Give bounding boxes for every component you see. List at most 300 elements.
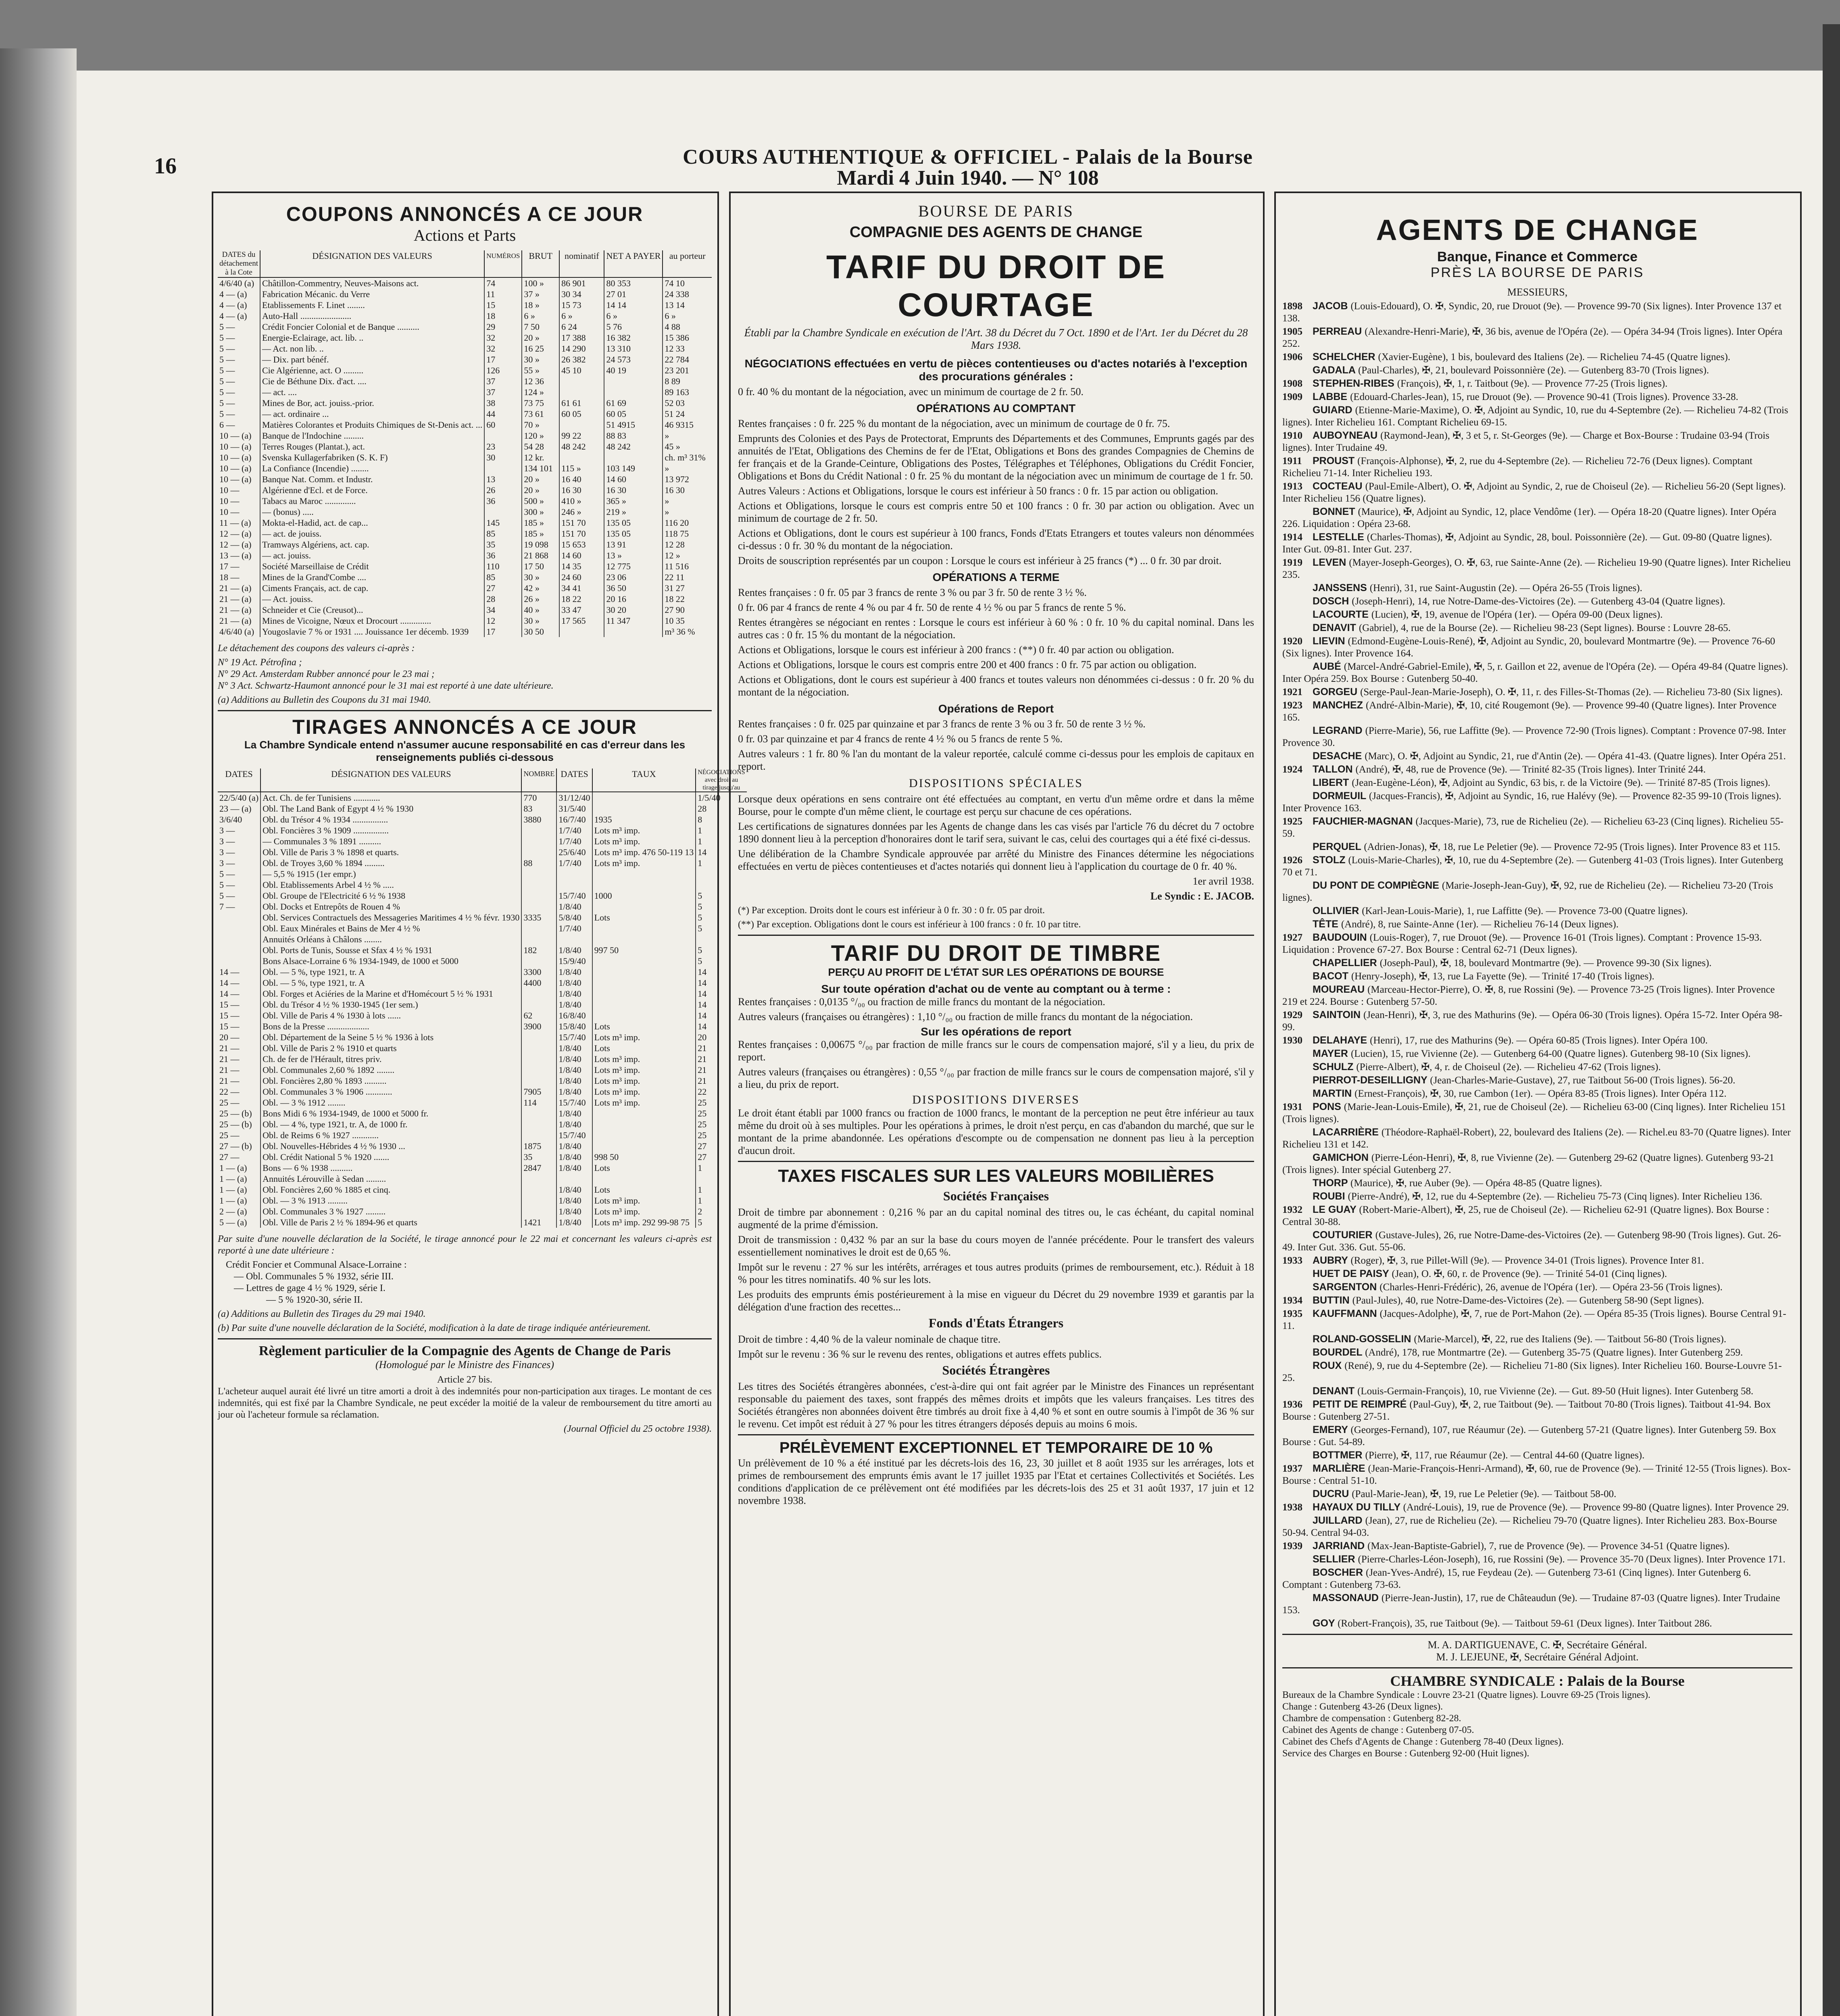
- agent-details: (Etienne-Marie-Maxime), O. ✠, Adjoint au Syndic, 10, rue du 4-Septembre (2e). — Richelieu 74-82 (Trois lignes). Inter Richelieu 161. Comptant Richelieu 69-15.: [1282, 405, 1788, 428]
- table-cell: [521, 934, 556, 945]
- agent-details: (Paul-Marie-Jean), ✠, 19, rue Le Peletier (9e). — Taitbout 58-00.: [1352, 1489, 1617, 1500]
- table-cell: 24 338: [665, 289, 689, 299]
- coupon-row: [218, 463, 712, 474]
- agent-entry: [1282, 1190, 1792, 1203]
- coupons-subtitle: Actions et Parts: [413, 226, 516, 244]
- coupon-row: [218, 517, 712, 528]
- table-cell: [521, 1173, 556, 1184]
- table-cell: 42 »: [522, 583, 559, 594]
- table-cell: 25: [698, 1108, 707, 1118]
- table-cell: 1: [698, 1195, 702, 1206]
- table-cell: 11 — (a): [218, 517, 260, 528]
- tirage-row: [218, 988, 747, 999]
- table-cell: 30 50: [522, 626, 559, 637]
- agent-details: (Marie-Marcel), ✠, 22, rue des Italiens (9e). — Taitbout 56-80 (Trois lignes).: [1414, 1334, 1726, 1345]
- agent-year: 1938: [1282, 1502, 1302, 1513]
- agent-details: (Raymond-Jean), ✠, 3 et 5, r. St-Georges (9e). — Charge et Box-Bourse : Trudaine 03-94 (Trois lignes). Inter Trudaine 49.: [1282, 430, 1769, 453]
- table-cell: 7905: [521, 1086, 556, 1097]
- agent-year: 1913: [1282, 481, 1302, 492]
- table-cell: 73 61: [522, 408, 559, 419]
- table-cell: — act. ....: [260, 387, 484, 398]
- timbre-disp-heading: DISPOSITIONS DIVERSES: [912, 1093, 1080, 1106]
- table-cell: 4/6/40 (a): [218, 277, 260, 289]
- agent-name: EMERY: [1313, 1424, 1351, 1435]
- table-cell: [592, 868, 696, 879]
- exception-note: (**) Par exception. Obligations dont le cours est inférieur à 100 francs : 0 fr. 10 par titre.: [738, 919, 1081, 930]
- timbre-sec1-heading: Sur toute opération d'achat ou de vente au comptant ou à terme :: [821, 983, 1171, 995]
- table-cell: 23 201: [665, 365, 689, 375]
- table-cell: 5 —: [218, 879, 260, 890]
- table-cell: 22 11: [665, 572, 685, 582]
- agent-details: (Maurice), ✠, rue Auber (9e). — Opéra 48-85 (Quatre lignes).: [1350, 1178, 1602, 1189]
- table-cell: [559, 452, 604, 463]
- table-cell: 6 »: [665, 311, 676, 321]
- agent-details: (Louis-Marie-Charles), ✠, 10, rue du 4-Septembre (2e). — Gutenberg 41-03 (Trois lignes). Inter Gutenberg 70 et 71.: [1282, 855, 1784, 878]
- agent-entry: [1282, 970, 1792, 983]
- table-cell: 30: [484, 452, 522, 463]
- table-cell: 14: [698, 1010, 707, 1020]
- agent-name: PIERROT-DESEILLIGNY: [1313, 1075, 1430, 1086]
- coupons-col-dates: DATES du détachement à la Cote: [218, 250, 260, 277]
- tirages-col-nombre: NOMBRE: [521, 768, 556, 792]
- prelevement-text: Un prélèvement de 10 % a été institué par les décrets-lois des 16, 23, 30 juillet et 8 août 1935 sur les arrérages, lots et primes de remboursement des emprunts émis avant le 17 juillet 1935 par l'Etat et certaines Collectivités et Sociétés. Les conditions d'application de ce prélèvement ont été modifiées par les décrets-lois des 25 et 31 août 1937, 17 juin et 12 novembre 1938.: [738, 1457, 1254, 1506]
- agent-name: LACOURTE: [1313, 609, 1371, 620]
- coupon-row: [218, 277, 712, 289]
- agent-entry: [1282, 531, 1792, 556]
- table-cell: [604, 626, 663, 637]
- timbre-title: TARIF DU DROIT DE TIMBRE: [831, 940, 1161, 966]
- agent-details: (Gustave-Jules), 26, rue Notre-Dame-des-Victoires (2e). — Gutenberg 98-90 (Trois lignes). Gut. 26-49. Inter Gut. 336. Gut. 55-06.: [1282, 1230, 1782, 1253]
- agent-details: (Jacques-Francis), ✠, Adjoint au Syndic, 16, rue Halévy (9e). — Provence 82-35 99-10 (Trois lignes). Inter Provence 163.: [1282, 791, 1782, 814]
- table-cell: [218, 934, 260, 945]
- agent-details: (Paul-Charles), ✠, 21, boulevard Poissonnière (2e). — Gutenberg 83-70 (Trois lignes).: [1358, 365, 1709, 376]
- reglement-article: Article 27 bis.: [437, 1375, 492, 1385]
- table-cell: 17: [484, 626, 522, 637]
- table-cell: [521, 956, 556, 966]
- table-cell: 3880: [521, 814, 556, 825]
- table-cell: m³ 36 %: [665, 627, 695, 637]
- agent-entry: [1282, 1449, 1792, 1462]
- table-cell: Bons de la Presse ...................: [260, 1021, 521, 1032]
- table-cell: 5: [698, 945, 702, 955]
- agent-entry: [1282, 1034, 1792, 1047]
- table-cell: — Act. jouiss.: [260, 594, 484, 604]
- table-cell: 21 — (a): [218, 615, 260, 626]
- table-cell: [592, 966, 696, 977]
- agent-year: 1936: [1282, 1399, 1302, 1410]
- tirage-row: [218, 1032, 747, 1043]
- agent-year: 1920: [1282, 636, 1302, 647]
- coupon-row: [218, 626, 712, 637]
- table-cell: 17 —: [218, 561, 260, 572]
- table-cell: [521, 1032, 556, 1043]
- agent-entry: [1282, 1540, 1792, 1552]
- table-cell: Châtillon-Commentry, Neuves-Maisons act.: [260, 277, 484, 289]
- tirage-row: [218, 1152, 747, 1162]
- table-cell: 21: [698, 1043, 707, 1053]
- table-cell: 12: [484, 615, 522, 626]
- tirages-col-designation: DÉSIGNATION DES VALEURS: [260, 768, 521, 792]
- table-cell: 6 —: [218, 419, 260, 430]
- table-cell: 14 —: [218, 988, 260, 999]
- agent-entry: [1282, 556, 1792, 581]
- coupon-row: [218, 496, 712, 506]
- table-cell: Lots m³ imp.: [592, 1054, 696, 1064]
- table-cell: 28: [484, 594, 522, 604]
- table-cell: 16 382: [604, 332, 663, 343]
- taxes-fr-text: Les produits des emprunts émis postérieurement à la mise en vigueur du Décret du 29 novembre 1939 et garantis par la délégation d'une fraction des recettes...: [738, 1289, 1254, 1313]
- table-cell: 15/8/40: [556, 1021, 592, 1032]
- table-cell: [592, 1141, 696, 1152]
- table-cell: 5 —: [218, 321, 260, 332]
- agent-details: (Georges-Fernand), 107, rue Réaumur (2e). — Gutenberg 57-21 (Quatre lignes). Inter Gutenberg 59. Box Bourse : Gut. 54-89.: [1282, 1425, 1776, 1447]
- table-cell: 1/7/40: [556, 858, 592, 868]
- table-cell: Obl. Ville de Paris 3 % 1898 et quarts.: [260, 847, 521, 858]
- taxes-title: TAXES FISCALES SUR LES VALEURS MOBILIÈRES: [778, 1166, 1214, 1186]
- table-cell: 11 516: [665, 561, 689, 571]
- agent-name: ROUX: [1313, 1360, 1345, 1371]
- table-cell: 770: [521, 792, 556, 803]
- divider: [1282, 1634, 1792, 1635]
- agent-name: GADALA: [1313, 364, 1358, 376]
- table-cell: Bons — 6 % 1938 ..........: [260, 1162, 521, 1173]
- agent-details: (Karl-Jean-Louis-Marie), 1, rue Laffitte (9e). — Provence 73-00 (Quatre lignes).: [1362, 906, 1688, 916]
- coupons-col-numeros: NUMÉROS: [484, 250, 522, 277]
- table-cell: 1/8/40: [556, 1108, 592, 1119]
- agent-details: (Pierre-Charles-Léon-Joseph), 16, rue Rossini (9e). — Provence 35-70 (Deux lignes). Inter Provence 171.: [1358, 1554, 1786, 1565]
- table-cell: 86 901: [559, 277, 604, 289]
- coupons-note: N° 3 Act. Schwartz-Haumont annoncé pour le 31 mai est reporté à une date ultérieure.: [218, 681, 554, 691]
- coupon-row: [218, 300, 712, 310]
- table-cell: 219 »: [604, 506, 663, 517]
- table-cell: 10 — (a): [218, 430, 260, 441]
- table-cell: [521, 868, 556, 879]
- table-cell: 5 —: [218, 398, 260, 408]
- table-cell: [521, 890, 556, 901]
- table-cell: 88 83: [604, 430, 663, 441]
- table-cell: 1/8/40: [556, 966, 592, 977]
- table-cell: [604, 452, 663, 463]
- agent-details: (Pierre-Marie), 56, rue Laffitte (9e). — Provence 72-90 (Trois lignes). Comptant : Provence 07-98. Inter Provence 30.: [1282, 725, 1786, 748]
- table-cell: [556, 868, 592, 879]
- fonds-text: Droit de timbre : 4,40 % de la valeur nominale de chaque titre.: [738, 1333, 1001, 1345]
- table-cell: 36 50: [604, 583, 663, 594]
- table-cell: Obl. Services Contractuels des Messageries Maritimes 4 ½ % févr. 1930: [260, 912, 521, 923]
- agent-entry: [1282, 1061, 1792, 1073]
- table-cell: 27 —: [218, 1152, 260, 1162]
- table-cell: 21 — (a): [218, 594, 260, 604]
- tirage-row: [218, 825, 747, 836]
- table-cell: 15 —: [218, 1021, 260, 1032]
- agent-entry: [1282, 1514, 1792, 1539]
- table-cell: »: [665, 507, 669, 517]
- table-cell: 21: [698, 1054, 707, 1064]
- table-cell: 2847: [521, 1162, 556, 1173]
- table-cell: 1/8/40: [556, 1075, 592, 1086]
- agent-entry: [1282, 1204, 1792, 1228]
- table-cell: 3900: [521, 1021, 556, 1032]
- table-cell: 998 50: [592, 1152, 696, 1162]
- agent-entry: [1282, 1398, 1792, 1423]
- table-cell: 15/7/40: [556, 1032, 592, 1043]
- table-cell: [521, 1043, 556, 1054]
- table-cell: [592, 1119, 696, 1130]
- table-cell: [484, 463, 522, 474]
- table-cell: — act. jouiss.: [260, 550, 484, 561]
- table-cell: 21 — (a): [218, 604, 260, 615]
- table-cell: 16/8/40: [556, 1010, 592, 1021]
- table-cell: 17 565: [559, 615, 604, 626]
- table-cell: 10 — (a): [218, 452, 260, 463]
- table-cell: — act. de jouiss.: [260, 528, 484, 539]
- agent-details: (Jacques-Adolphe), ✠, 7, rue de Port-Mahon (2e). — Opéra 85-35 (Trois lignes). Bourse Central 91-11.: [1282, 1308, 1786, 1331]
- agent-details: (Edmond-Eugène-Louis-René), ✠, Adjoint au Syndic, 20, boulevard Montmartre (9e). — Provence 76-60 (Six lignes). Inter Provence 164.: [1282, 636, 1775, 659]
- table-cell: Obl. Département de la Seine 5 ½ % 1936 à lots: [260, 1032, 521, 1043]
- table-cell: 10 — (a): [218, 441, 260, 452]
- prelevement-title: PRÉLÈVEMENT EXCEPTIONNEL ET TEMPORAIRE DE 10 %: [779, 1439, 1213, 1456]
- comptant-text: Rentes françaises : 0 fr. 225 % du montant de la négociation, avec un minimum de courtage de 0 fr. 75.: [738, 418, 1170, 429]
- coupon-row: [218, 441, 712, 452]
- agent-details: (Henri), 17, rue des Mathurins (9e). — Opéra 60-85 (Trois lignes). Inter Opéra 100.: [1370, 1035, 1708, 1046]
- table-cell: 32: [484, 332, 522, 343]
- table-cell: Schneider et Cie (Creusot)...: [260, 604, 484, 615]
- table-cell: — Communales 3 % 1891 ..........: [260, 836, 521, 847]
- table-cell: Obl. Groupe de l'Electricité 6 ½ % 1938: [260, 890, 521, 901]
- chambre-title: CHAMBRE SYNDICALE : Palais de la Bourse: [1390, 1673, 1685, 1689]
- table-cell: 5 — (a): [218, 1217, 260, 1228]
- coupon-row: [218, 474, 712, 485]
- agent-details: (Théodore-Raphaël-Robert), 22, boulevard des Italiens (2e). — Richel.eu 83-70 (Quatre lignes). Inter Richelieu 131 et 142.: [1282, 1127, 1791, 1150]
- table-cell: 20 »: [522, 485, 559, 496]
- table-cell: 45 10: [559, 365, 604, 376]
- divider: [738, 1434, 1254, 1435]
- table-cell: 18 »: [522, 300, 559, 310]
- table-cell: 1/8/40: [556, 1086, 592, 1097]
- agent-details: (Charles-Thomas), ✠, Adjoint au Syndic, 28, boul. Poissonnière (2e). — Gut. 09-80 (Quatre lignes). Inter Gut. 09-81. Inter Gut. 237.: [1282, 532, 1772, 555]
- table-cell: 5: [698, 1217, 702, 1227]
- table-cell: 27: [698, 1152, 707, 1162]
- table-cell: 19 098: [522, 539, 559, 550]
- table-cell: 13: [484, 474, 522, 485]
- coupon-row: [218, 289, 712, 300]
- agent-name: SELLIER: [1313, 1554, 1358, 1565]
- table-cell: 6 »: [604, 310, 663, 321]
- agent-name: PONS: [1313, 1101, 1344, 1112]
- report-text: 0 fr. 03 par quinzaine et par 4 francs de rente 4 ½ % ou 5 francs de rente 5 %.: [738, 733, 1063, 745]
- agent-details: (Robert-François), 35, rue Taitbout (9e). — Taitbout 59-61 (Deux lignes). Inter Taitbout 286.: [1338, 1618, 1712, 1629]
- table-cell: 12 775: [604, 561, 663, 572]
- table-cell: 135 05: [604, 517, 663, 528]
- table-cell: [521, 988, 556, 999]
- table-cell: 40 19: [604, 365, 663, 376]
- table-cell: Annuités Orléans à Châlons ........: [260, 934, 521, 945]
- table-cell: 61 61: [559, 398, 604, 408]
- tirage-row: [218, 1097, 747, 1108]
- agent-name: AUBRY: [1313, 1255, 1351, 1266]
- left-column: [218, 198, 745, 2016]
- agent-details: (André), 178, rue Montmartre (2e). — Gutenberg 35-75 (Quatre lignes). Inter Gutenberg 259.: [1365, 1347, 1743, 1358]
- agent-details: (Pierre-André), ✠, 12, rue du 4-Septembre (2e). — Richelieu 75-73 (Cinq lignes). Inter Richelieu 136.: [1348, 1191, 1763, 1202]
- tirage-row: [218, 901, 747, 912]
- table-cell: 1: [698, 1163, 702, 1173]
- taxes-fr-text: Impôt sur le revenu : 27 % sur les intérêts, arrérages et tous autres produits (primes de remboursement, etc.). Réduit à 18 % pour les titres nominatifs. 40 % sur les lots.: [738, 1261, 1254, 1285]
- coupon-row: [218, 398, 712, 408]
- agent-name: AUBOYNEAU: [1313, 430, 1381, 441]
- coupons-note: Le détachement des coupons des valeurs ci-après :: [218, 643, 415, 654]
- table-cell: Bons Alsace-Lorraine 6 % 1934-1949, de 1000 et 5000: [260, 956, 521, 966]
- table-cell: 500 »: [522, 496, 559, 506]
- table-cell: Mokta-el-Hadid, act. de cap...: [260, 517, 484, 528]
- timbre-disp-text: Le droit étant établi par 1000 francs ou fraction de 1000 francs, le montant de la perception ne peut être inférieur au taux même du droit où à ses multiples. Pour les opérations à primes, le droit n'est perçu, en cas d'abandon du marché, que sur le montant de la prime abandonnée. Les opérations d'escompte ou de compensation ne donnent pas lieu à la perception d'aucun droit.: [738, 1107, 1254, 1156]
- table-cell: Obl. The Land Bank of Egypt 4 ½ % 1930: [260, 803, 521, 814]
- table-cell: 12 36: [522, 376, 559, 387]
- agent-details: (Louis-Germain-François), 10, rue Vivienne (2e). — Gut. 89-50 (Huit lignes). Inter Gutenberg 58.: [1357, 1386, 1754, 1397]
- table-cell: Mines de Vicoigne, Nœux et Drocourt ..............: [260, 615, 484, 626]
- table-cell: 13 — (a): [218, 550, 260, 561]
- table-cell: Obl. — 4 %, type 1921, tr. A, de 1000 fr.: [260, 1119, 521, 1130]
- agents-subtitle: Banque, Finance et Commerce: [1437, 249, 1638, 264]
- negociations-heading: NÉGOCIATIONS effectuées en vertu de pièces contentieuses ou d'actes notariés à l'exception des procurations générales :: [744, 357, 1248, 383]
- coupons-col-designation: DÉSIGNATION DES VALEURS: [260, 250, 484, 277]
- table-cell: [521, 923, 556, 934]
- table-cell: 6 »: [522, 310, 559, 321]
- table-cell: 997 50: [592, 945, 696, 956]
- table-cell: Obl. Foncières 2,60 % 1885 et cinq.: [260, 1184, 521, 1195]
- table-cell: 24 573: [604, 354, 663, 365]
- agent-details: (Jean-Eugène-Léon), ✠, Adjoint au Syndic, 63 bis, r. de la Victoire (9e). — Trinité 87-85 (Trois lignes).: [1352, 777, 1771, 788]
- agent-entry: [1282, 364, 1792, 377]
- agent-year: 1930: [1282, 1035, 1302, 1046]
- tirages-title: TIRAGES ANNONCÉS A CE JOUR: [292, 716, 637, 738]
- table-cell: 1/5/40: [698, 793, 721, 803]
- table-cell: 3 —: [218, 858, 260, 868]
- terme-text: Rentes étrangères se négociant en rentes : Lorsque le cours est inférieur à 60 % : 0 fr. 10 % du capital nominal. Dans les autres cas : 0 fr. 15 % du montant de la négociation.: [738, 616, 1254, 641]
- table-cell: 14 —: [218, 966, 260, 977]
- table-cell: [556, 879, 592, 890]
- table-cell: 124 »: [522, 387, 559, 398]
- table-cell: Yougoslavie 7 % or 1931 .... Jouissance 1er décemb. 1939: [260, 626, 484, 637]
- coupon-row: [218, 583, 712, 594]
- table-cell: 1/8/40: [556, 1054, 592, 1064]
- table-cell: 27: [698, 1141, 707, 1151]
- tirages-rows: [218, 792, 747, 1228]
- coupon-row: [218, 572, 712, 583]
- agent-name: ROUBI: [1313, 1191, 1348, 1202]
- table-cell: 15/7/40: [556, 1130, 592, 1141]
- tirage-row: [218, 868, 747, 879]
- table-cell: 70 »: [522, 419, 559, 430]
- tirage-row: [218, 966, 747, 977]
- agent-name: MARLIÈRE: [1313, 1463, 1368, 1474]
- table-cell: Obl. de Reims 6 % 1927 ............: [260, 1130, 521, 1141]
- coupons-col-porteur: au porteur: [663, 250, 712, 277]
- agent-name: BUTTIN: [1313, 1295, 1352, 1306]
- tirage-row: [218, 1021, 747, 1032]
- agent-details: (Marc), O. ✠, Adjoint au Syndic, 21, rue d'Antin (2e). — Opéra 41-43. (Quatre lignes). Inter Opéra 251.: [1365, 751, 1786, 762]
- table-cell: Lots m³ imp.: [592, 1195, 696, 1206]
- agent-name: MARTIN: [1313, 1088, 1355, 1099]
- agent-details: (Xavier-Eugène), 1 bis, boulevard des Italiens (2e). — Richelieu 74-45 (Quatre lignes).: [1378, 352, 1731, 362]
- table-cell: 80 353: [604, 277, 663, 289]
- table-cell: 5/8/40: [556, 912, 592, 923]
- dispositions-date: 1er avril 1938.: [1192, 875, 1254, 887]
- table-cell: 33 47: [559, 604, 604, 615]
- table-cell: Lots m³ imp.: [592, 858, 696, 868]
- etrangeres-text: Les titres des Sociétés étrangères abonnées, c'est-à-dire qui ont fait agréer par le Ministre des Finances un représentant responsable du paiement des taxes, sont frappés des mêmes droits et impôts que les valeurs françaises. Les titres des Sociétés étrangères non abonnées doivent être timbrés au droit fixe à 4,40 % et sont en outre soumis à l'impôt de 36 % sur le revenu. Cet impôt est réduit à 27 % pour les titres étrangers déposés depuis au moins 6 mois.: [738, 1381, 1254, 1430]
- table-cell: [592, 999, 696, 1010]
- agent-year: 1905: [1282, 326, 1302, 337]
- table-cell: 34 41: [559, 583, 604, 594]
- table-cell: 21: [698, 1076, 707, 1086]
- tirage-row: [218, 858, 747, 868]
- agent-entry: [1282, 1048, 1792, 1060]
- table-cell: 1935: [592, 814, 696, 825]
- table-cell: [521, 1195, 556, 1206]
- table-cell: 6 »: [559, 310, 604, 321]
- table-cell: 21 — (a): [218, 583, 260, 594]
- agent-name: MASSONAUD: [1313, 1592, 1382, 1604]
- tirage-row: [218, 803, 747, 814]
- agent-entry: [1282, 1308, 1792, 1332]
- agent-entry: [1282, 1268, 1792, 1280]
- agent-entry: [1282, 377, 1792, 390]
- table-cell: Lots: [592, 1184, 696, 1195]
- table-cell: Etablissements F. Linet ........: [260, 300, 484, 310]
- agent-details: (Ernest-François), ✠, 30, rue Cambon (1er). — Opéra 83-85 (Trois lignes). Inter Opéra 112.: [1354, 1088, 1727, 1099]
- agent-name: GAMICHON: [1313, 1152, 1371, 1163]
- coupons-note: N° 19 Act. Pétrofina ;: [218, 657, 302, 668]
- agent-entry: [1282, 1333, 1792, 1345]
- table-cell: [592, 977, 696, 988]
- table-cell: 5: [698, 923, 702, 933]
- agent-details: (Lucien), ✠, 19, avenue de l'Opéra (1er). — Opéra 09-00 (Deux lignes).: [1371, 609, 1663, 620]
- agent-entry: [1282, 905, 1792, 917]
- table-cell: 10 —: [218, 506, 260, 517]
- table-cell: 25: [698, 1130, 707, 1140]
- courtage-subtitle: Établi par la Chambre Syndicale en exécution de l'Art. 38 du Décret du 7 Oct. 1890 et de l'Art. 1er du Décret du 28 Mars 1938.: [744, 327, 1248, 351]
- agent-details: (Henry-Joseph), ✠, 13, rue La Fayette (9e). — Trinité 17-40 (Trois lignes).: [1351, 971, 1655, 982]
- table-cell: [592, 1173, 696, 1184]
- table-cell: 1: [698, 825, 702, 835]
- table-cell: 12 kr.: [522, 452, 559, 463]
- table-cell: 23 — (a): [218, 803, 260, 814]
- table-cell: Bons Midi 6 % 1934-1949, de 1000 et 5000 fr.: [260, 1108, 521, 1119]
- terme-text: Rentes françaises : 0 fr. 05 par 3 francs de rente 3 % ou par 3 fr. 50 de rente 3 ½ %.: [738, 587, 1087, 598]
- table-cell: Lots m³ imp.: [592, 1075, 696, 1086]
- agent-name: JACOB: [1313, 300, 1351, 312]
- tirages-subtitle: La Chambre Syndicale entend n'assumer aucune responsabilité en cas d'erreur dans les renseignements publiés ci-dessous: [244, 739, 686, 763]
- agent-year: 1911: [1282, 456, 1302, 467]
- table-cell: 114: [521, 1097, 556, 1108]
- agent-name: TALLON: [1313, 764, 1356, 775]
- table-cell: [556, 934, 592, 945]
- table-cell: 61 69: [604, 398, 663, 408]
- table-cell: 5 —: [218, 354, 260, 365]
- agent-name: PETIT DE REIMPRÉ: [1313, 1399, 1410, 1410]
- table-cell: 14 60: [604, 474, 663, 485]
- agent-entry: [1282, 325, 1792, 350]
- table-cell: 1/7/40: [556, 836, 592, 847]
- table-cell: — Act. non lib. ..: [260, 343, 484, 354]
- dispositions-heading: DISPOSITIONS SPÉCIALES: [909, 777, 1083, 790]
- agent-year: 1909: [1282, 392, 1302, 402]
- table-cell: 14: [698, 989, 707, 999]
- agent-entry: [1282, 1294, 1792, 1307]
- tirage-row: [218, 1075, 747, 1086]
- exception-note: (*) Par exception. Droits dont le cours est inférieur à 0 fr. 30 : 0 fr. 05 par droit.: [738, 905, 1045, 916]
- agent-year: 1923: [1282, 700, 1302, 711]
- table-cell: Lots m³ imp.: [592, 1086, 696, 1097]
